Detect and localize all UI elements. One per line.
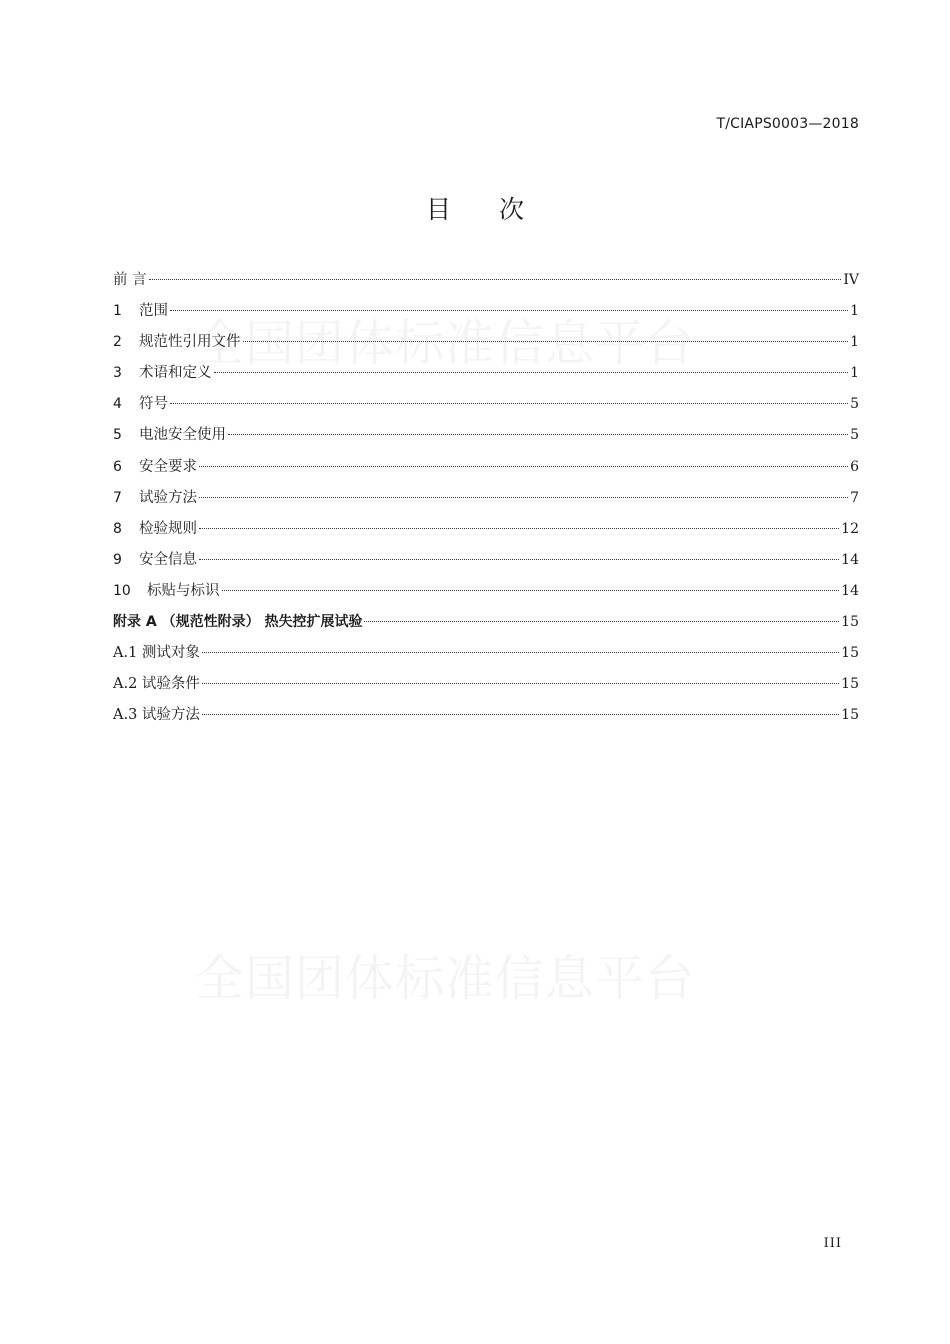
toc-entry[interactable] [113, 607, 859, 638]
toc-entry-number: 8 [113, 520, 122, 537]
toc-entry-label: 安全要求 [139, 458, 197, 475]
toc-leader-dots [199, 466, 848, 467]
watermark-text [195, 940, 755, 1010]
page-title: 目次 [425, 195, 572, 224]
toc-entry-label: 前 言 [113, 272, 147, 288]
toc-entry[interactable] [113, 576, 859, 607]
toc-leader-dots [364, 621, 839, 622]
toc-entry[interactable] [113, 452, 859, 483]
toc-entry-number: 6 [113, 458, 122, 475]
toc-entry-label: 规范性引用文件 [139, 334, 241, 351]
toc-entry-page: 15 [841, 676, 859, 693]
toc-entry[interactable] [113, 389, 859, 420]
toc-entry-label: 标贴与标识 [147, 582, 220, 599]
toc-entry-number: 3 [113, 365, 122, 382]
toc-entry[interactable] [113, 514, 859, 545]
toc-entry-page: 6 [850, 458, 859, 475]
toc-entry-page: 12 [841, 520, 859, 537]
toc-leader-dots [199, 528, 839, 529]
toc-entry[interactable] [113, 669, 859, 700]
toc-entry[interactable] [113, 420, 859, 451]
toc-entry-page: 14 [841, 551, 859, 568]
toc-entry-label: 电池安全使用 [139, 427, 226, 444]
toc-entry-page: 15 [841, 645, 859, 662]
toc-entry-label: A.1 测试对象 [113, 645, 200, 662]
toc-entry-page: 15 [841, 707, 859, 724]
toc-entry-page: 7 [850, 489, 859, 506]
table-of-contents [113, 265, 859, 731]
document-code: T/CIAPS0003—2018 [716, 116, 859, 132]
toc-entry-number: 4 [113, 396, 122, 413]
toc-entry[interactable] [113, 483, 859, 514]
toc-entry-page: 1 [850, 365, 859, 382]
toc-entry-page: 5 [850, 427, 859, 444]
toc-entry[interactable] [113, 358, 859, 389]
toc-entry-label: A.2 试验条件 [113, 676, 200, 693]
toc-entry-page: IV [843, 272, 859, 288]
toc-leader-dots [243, 341, 849, 342]
toc-entry[interactable] [113, 327, 859, 358]
toc-entry-page: 1 [850, 303, 859, 320]
toc-entry-page: 14 [841, 582, 859, 599]
toc-entry[interactable] [113, 296, 859, 327]
toc-entry-label: 试验方法 [139, 489, 197, 506]
toc-entry-page: 15 [841, 614, 859, 631]
toc-entry-number: 7 [113, 489, 122, 506]
toc-leader-dots [199, 559, 839, 560]
toc-leader-dots [170, 310, 848, 311]
toc-entry-number: 5 [113, 427, 122, 444]
toc-entry-number: 10 [113, 582, 131, 599]
toc-leader-dots [202, 652, 839, 653]
toc-leader-dots [202, 714, 839, 715]
toc-leader-dots [199, 497, 848, 498]
toc-entry[interactable] [113, 265, 859, 296]
toc-entry-label: 附录 A （规范性附录） 热失控扩展试验 [113, 614, 363, 631]
toc-leader-dots [149, 279, 842, 280]
toc-entry-number: 1 [113, 303, 122, 320]
toc-entry-label: 检验规则 [139, 520, 197, 537]
toc-entry[interactable] [113, 700, 859, 731]
toc-leader-dots [228, 434, 848, 435]
toc-leader-dots [214, 372, 849, 373]
toc-leader-dots [222, 590, 840, 591]
toc-entry-label: A.3 试验方法 [113, 707, 200, 724]
toc-entry[interactable] [113, 638, 859, 669]
toc-entry-number: 9 [113, 551, 122, 568]
toc-entry-label: 符号 [139, 396, 168, 413]
toc-entry-page: 5 [850, 396, 859, 413]
toc-entry-label: 范围 [139, 303, 168, 320]
toc-leader-dots [202, 683, 839, 684]
toc-entry[interactable] [113, 545, 859, 576]
toc-entry-number: 2 [113, 334, 122, 351]
page-number: III [823, 1236, 842, 1251]
toc-entry-label: 安全信息 [139, 551, 197, 568]
toc-entry-label: 术语和定义 [139, 365, 212, 382]
toc-leader-dots [170, 403, 848, 404]
toc-entry-page: 1 [850, 334, 859, 351]
